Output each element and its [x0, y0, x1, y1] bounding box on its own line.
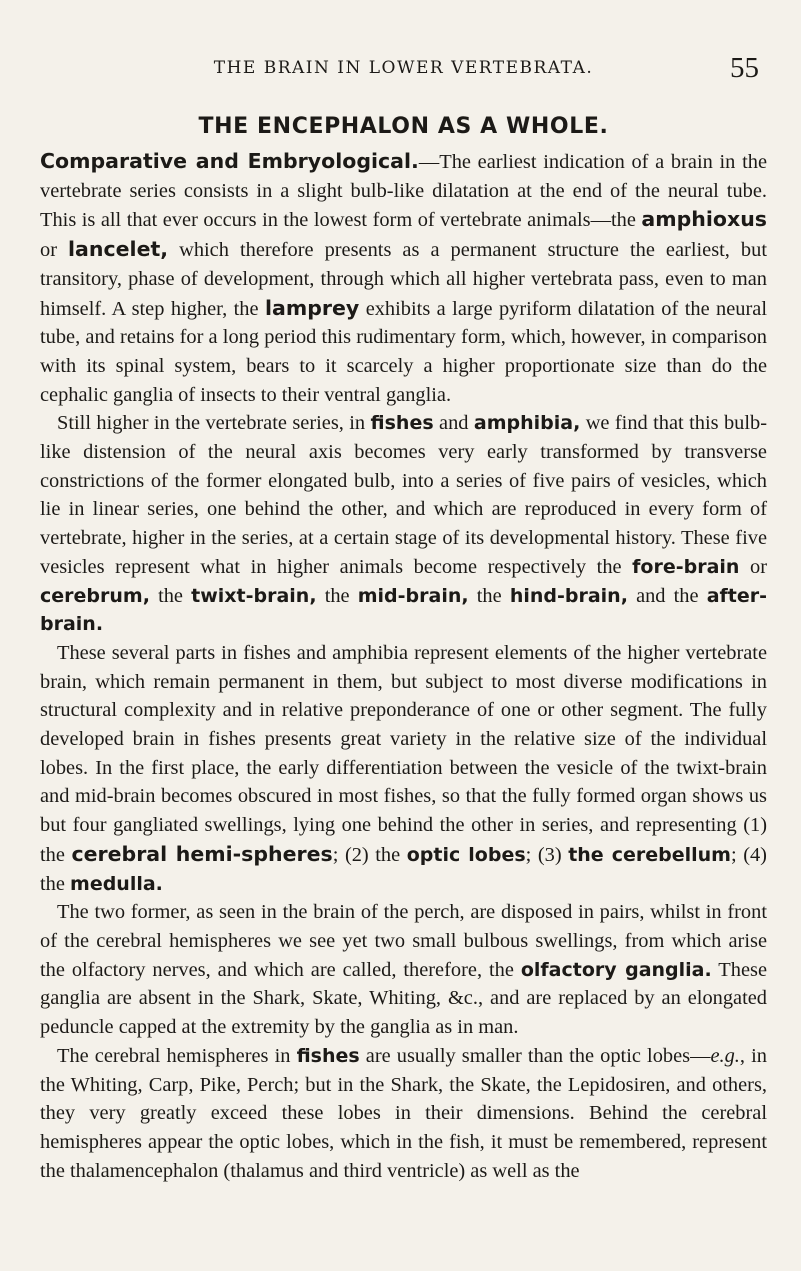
abbreviation-eg: e.g. — [710, 1044, 740, 1067]
text-run: The two former, as seen in the brain of the perch, are disposed in pairs, whilst in front of the cerebral hemispheres we see yet two small bulbous swellings, from which arise the olfactory nerves, and which are called, therefore, the — [40, 901, 767, 981]
text-run: ; (2) the — [332, 843, 407, 866]
text-run: These ganglia are absent in the Shark, Skate, Whiting, &c., and are replaced by an elongated peduncle capped at the extremity by the ganglia as in man. — [40, 958, 767, 1039]
text-run: The cerebral hemispheres in — [57, 1044, 297, 1067]
keyword-fore-brain: fore-brain — [632, 555, 740, 578]
text-run: or — [739, 555, 767, 578]
text-run: ; (4) the — [40, 843, 767, 895]
run-in-heading: Comparative and Embryological. — [40, 149, 419, 173]
paragraph-comparative-embryological — [40, 147, 767, 409]
page-number: 55 — [730, 52, 759, 84]
keyword-hind-brain: hind-brain, — [509, 584, 628, 607]
keyword-cerebrum: cerebrum, — [40, 584, 150, 607]
keyword-lamprey: lamprey — [264, 295, 360, 320]
keyword-cerebellum: the cerebellum — [568, 843, 731, 866]
text-run: the — [149, 584, 192, 607]
text-run: the — [316, 584, 358, 607]
text-run: ; (3) — [525, 843, 569, 866]
keyword-fishes: fishes — [370, 412, 434, 435]
keyword-lancelet: lancelet, — [68, 237, 169, 262]
keyword-twixt-brain: twixt-brain, — [191, 584, 317, 607]
text-run: and the — [627, 584, 707, 607]
section-title: THE ENCEPHALON AS A WHOLE. — [198, 114, 609, 139]
keyword-fishes: fishes — [296, 1044, 360, 1067]
paragraph-two-former — [40, 898, 767, 1042]
running-title: THE BRAIN IN LOWER VERTEBRATA. — [213, 58, 594, 78]
keyword-olfactory-ganglia: olfactory ganglia. — [520, 958, 712, 981]
paragraph-several-parts — [40, 639, 767, 898]
paragraph-fishes-amphibia — [40, 409, 767, 639]
paragraph-cerebral-hemispheres — [40, 1042, 767, 1186]
keyword-mid-brain: mid-brain, — [357, 584, 469, 607]
text-run: and — [433, 412, 474, 435]
keyword-medulla: medulla. — [70, 872, 163, 895]
running-header — [40, 52, 767, 92]
text-run: Still higher in the vertebrate series, in — [57, 412, 371, 435]
keyword-amphibia: amphibia, — [473, 412, 581, 435]
text-run: which therefore presents as a permanent structure the earliest, but transitory, phase of development, through which all higher vertebrata pass, even to man himself. A step higher, the — [40, 239, 767, 320]
text-run: or — [40, 239, 69, 262]
text-run: These several parts in fishes and amphibia represent elements of the higher vertebrate brain, which remain permanent in them, but subject to most diverse modifications in structural complexity and in relative preponderance of one or other segment. The fully developed brain in fishes presents great variety in the relative size of the individual lobes. In the first place, the early differentiation between the vesicle of the twixt-brain and mid-brain becomes obscured in most fishes, so that the fully formed organ shows us but four gangliated swellings, lying one behind the other in series, and representing (1) the — [40, 641, 767, 866]
keyword-after-brain: after-brain. — [40, 584, 768, 636]
text-run: , in the Whiting, Carp, Pike, Perch; but in the Shark, the Skate, the Lepidosiren, and others, they very greatly exceed these lobes in their dimensions. Behind the cerebral hemispheres appear the optic lobes, which in the fish, it must be remembered, represent the thalamencephalon (thalamus and third ventricle) as well as the — [40, 1044, 767, 1182]
text-run: the — [468, 584, 510, 607]
text-run: are usually smaller than the optic lobes— — [359, 1044, 711, 1067]
keyword-optic-lobes: optic lobes — [406, 843, 526, 866]
keyword-cerebral-hemispheres: cerebral hemi-spheres — [71, 841, 333, 866]
text-run: we find that this bulb-like distension of the neural axis becomes very early transformed by transverse constrictions of the former elongated bulb, into a series of five pairs of vesicles, which lie in linear series, one behind the other, and which are reproduced in every form of vertebrate, higher in the series, at a certain stage of its developmental history. These five vesicles represent what in higher animals become respectively the — [40, 412, 767, 578]
text-run: —The earliest indication of a brain in the vertebrate series consists in a slight bulb-like dilatation at the end of the neural tube. This is all that ever occurs in the lowest form of vertebrate animals—the — [40, 151, 767, 232]
text-run: exhibits a large pyriform dilatation of the neural tube, and retains for a long period this rudimentary form, which, however, in comparison with its spinal system, bears to it scarcely a higher proportionate size than do the cephalic ganglia of insects to their ventral ganglia. — [40, 297, 767, 406]
keyword-amphioxus: amphioxus — [641, 207, 767, 232]
